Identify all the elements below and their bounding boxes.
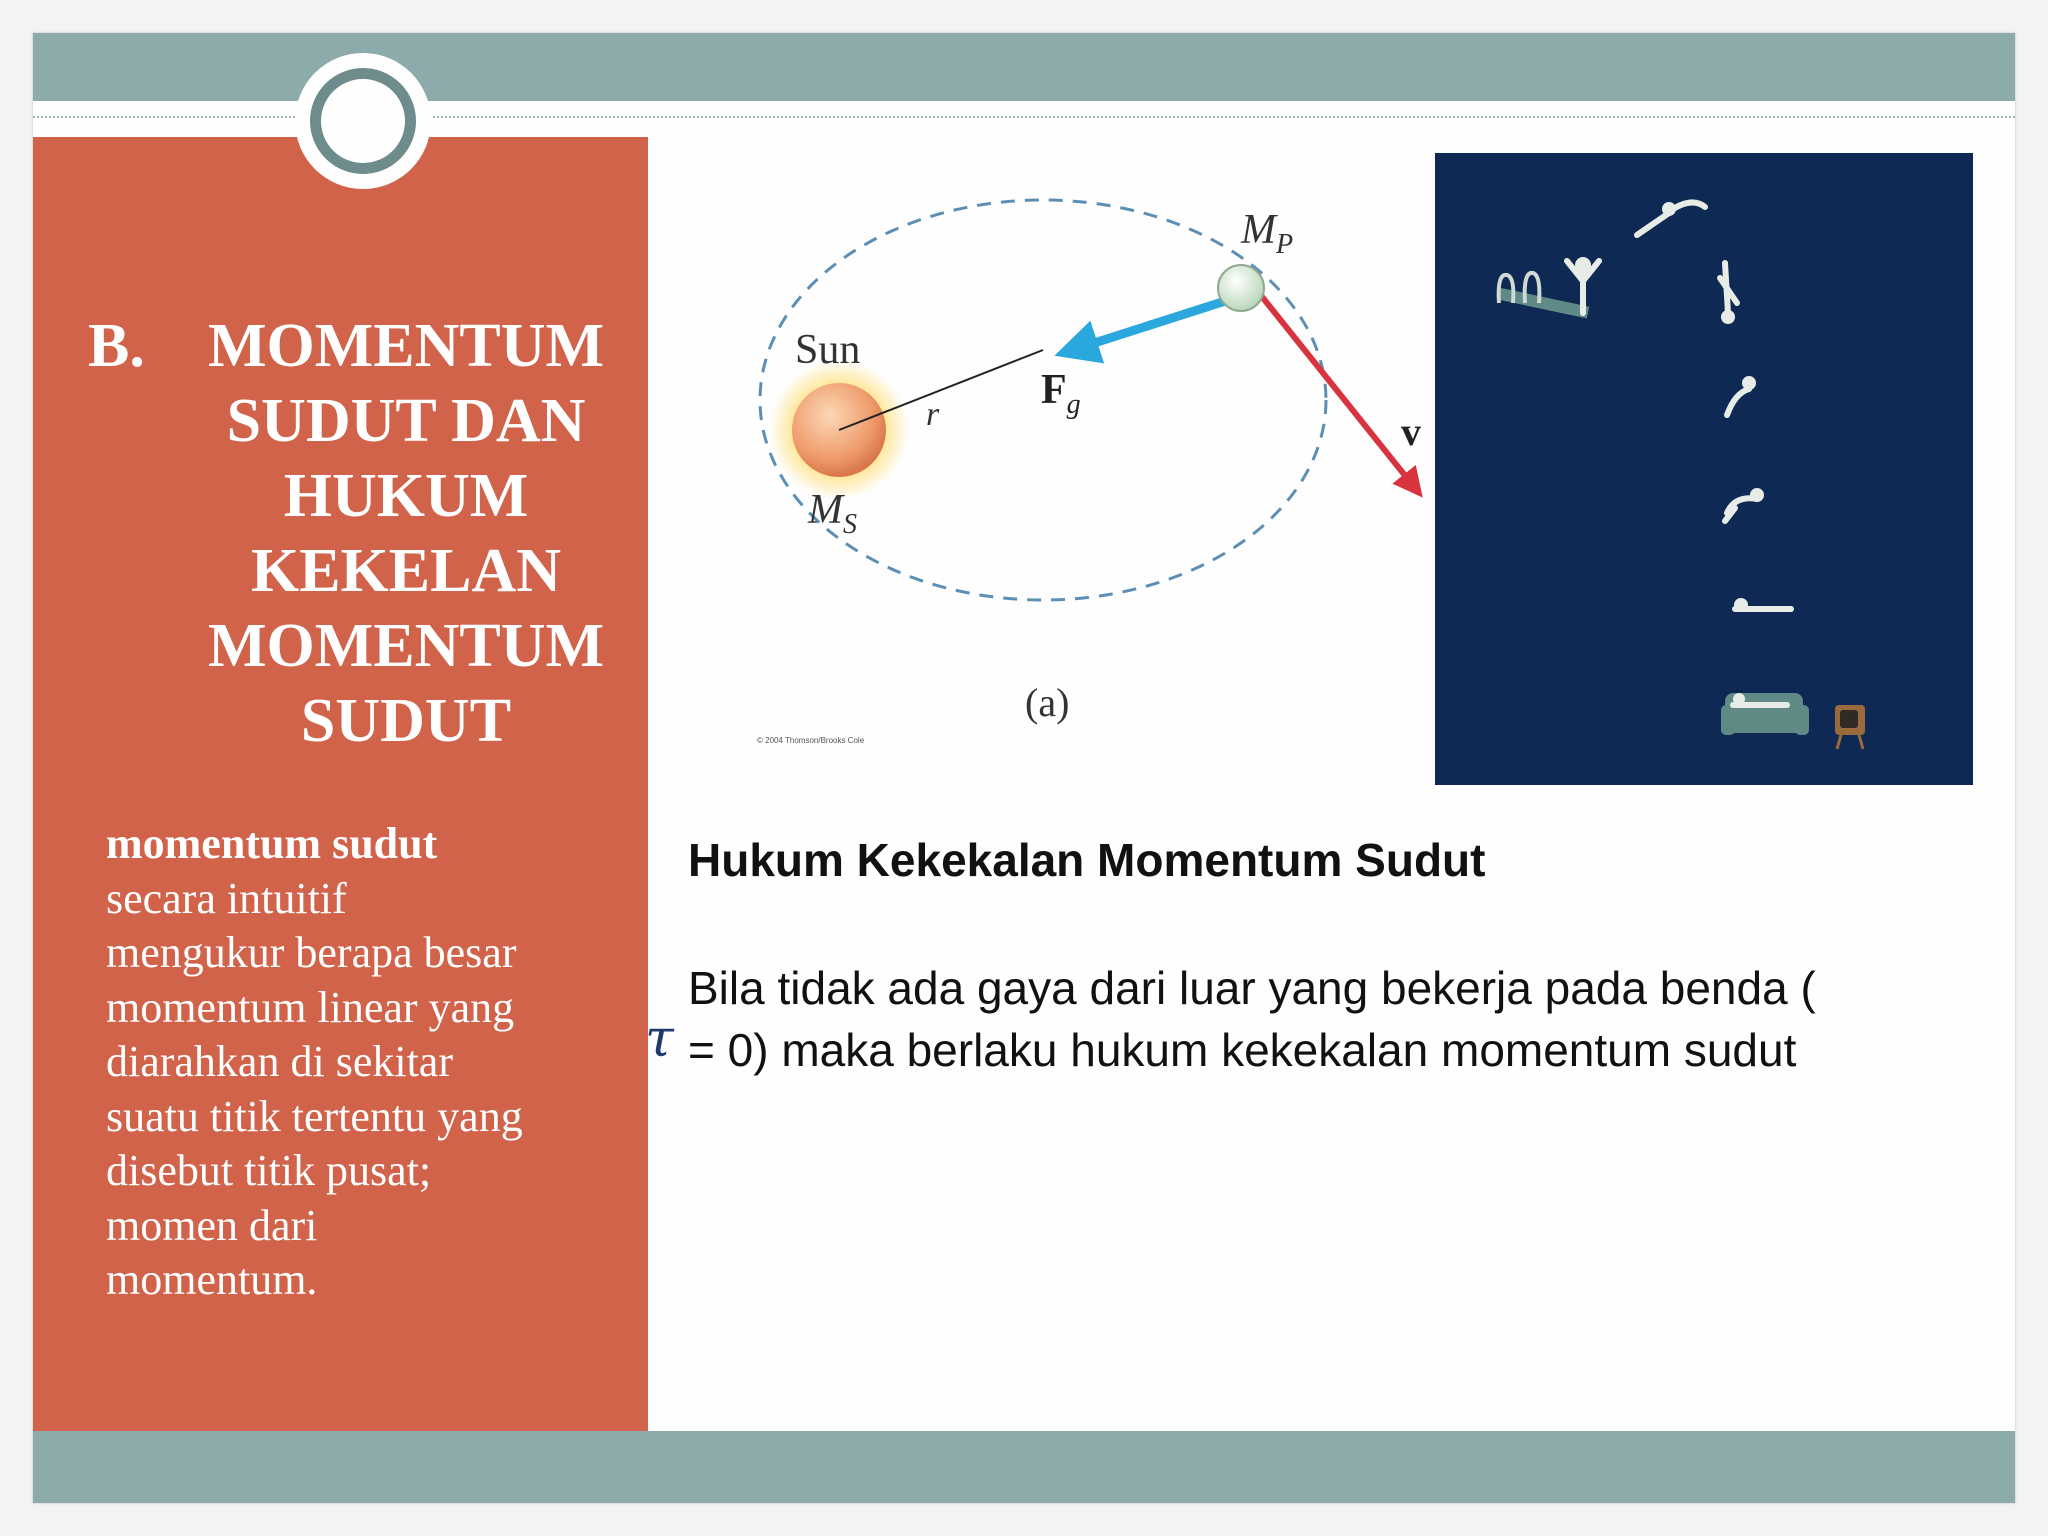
title-text [186,309,626,759]
velocity-label: v [1401,409,1421,454]
title-line: SUDUT [300,687,512,755]
definition-line: momentum linear yang [106,982,515,1032]
title-line: HUKUM [283,462,529,530]
radius-label: r [926,396,940,433]
diver-background [1435,153,1973,785]
planet-mass-label: $M_P$ [1241,207,1294,260]
law-line-1: Bila tidak ada gaya dari luar yang bekerja pada benda ( [688,962,1816,1014]
definition-line: momentum. [106,1255,318,1304]
figure-credit: © 2004 Thomson/Brooks Cole [757,736,865,745]
diver-sequence-image [1435,153,1973,785]
definition-term: momentum sudut [106,819,438,868]
definition-line: secara intuitif [106,873,347,923]
slide [33,33,2015,1503]
velocity-arrow [1259,293,1419,493]
title-line: MOMENTUM [207,612,605,680]
definition-line: mengukur berapa besar [106,928,517,977]
ring-inner [310,68,416,174]
title-section-label: B. [88,312,145,380]
planet [1218,265,1264,311]
force-arrow [1063,296,1241,353]
definition-line: momen dari [106,1200,318,1250]
title-line: SUDUT DAN [226,387,586,455]
law-statement [688,957,1988,1081]
force-label: $F_g$ [1041,367,1081,420]
law-line-2: = 0) maka berlaku hukum kekekalan momentum sudut [688,1024,1797,1076]
title-line: KEKELAN [250,537,562,605]
sun-mass-label: $M_S$ [808,487,857,540]
tau-symbol: τ [645,1009,674,1069]
orbit-diagram [713,163,1463,763]
law-title: Hukum Kekekalan Momentum Sudut [688,834,1486,886]
decorative-ring [295,53,431,189]
bottom-band [33,1431,2015,1503]
definition-text [106,817,626,1308]
definition-line: suatu titik tertentu yang [106,1091,523,1141]
definition-line: disebut titik pusat; [106,1146,432,1195]
title-panel [33,137,648,1431]
figure-caption: (a) [1025,680,1070,725]
definition-line: diarahkan di sekitar [106,1037,453,1086]
sun-label: Sun [795,327,861,373]
title-line: MOMENTUM [207,312,605,380]
